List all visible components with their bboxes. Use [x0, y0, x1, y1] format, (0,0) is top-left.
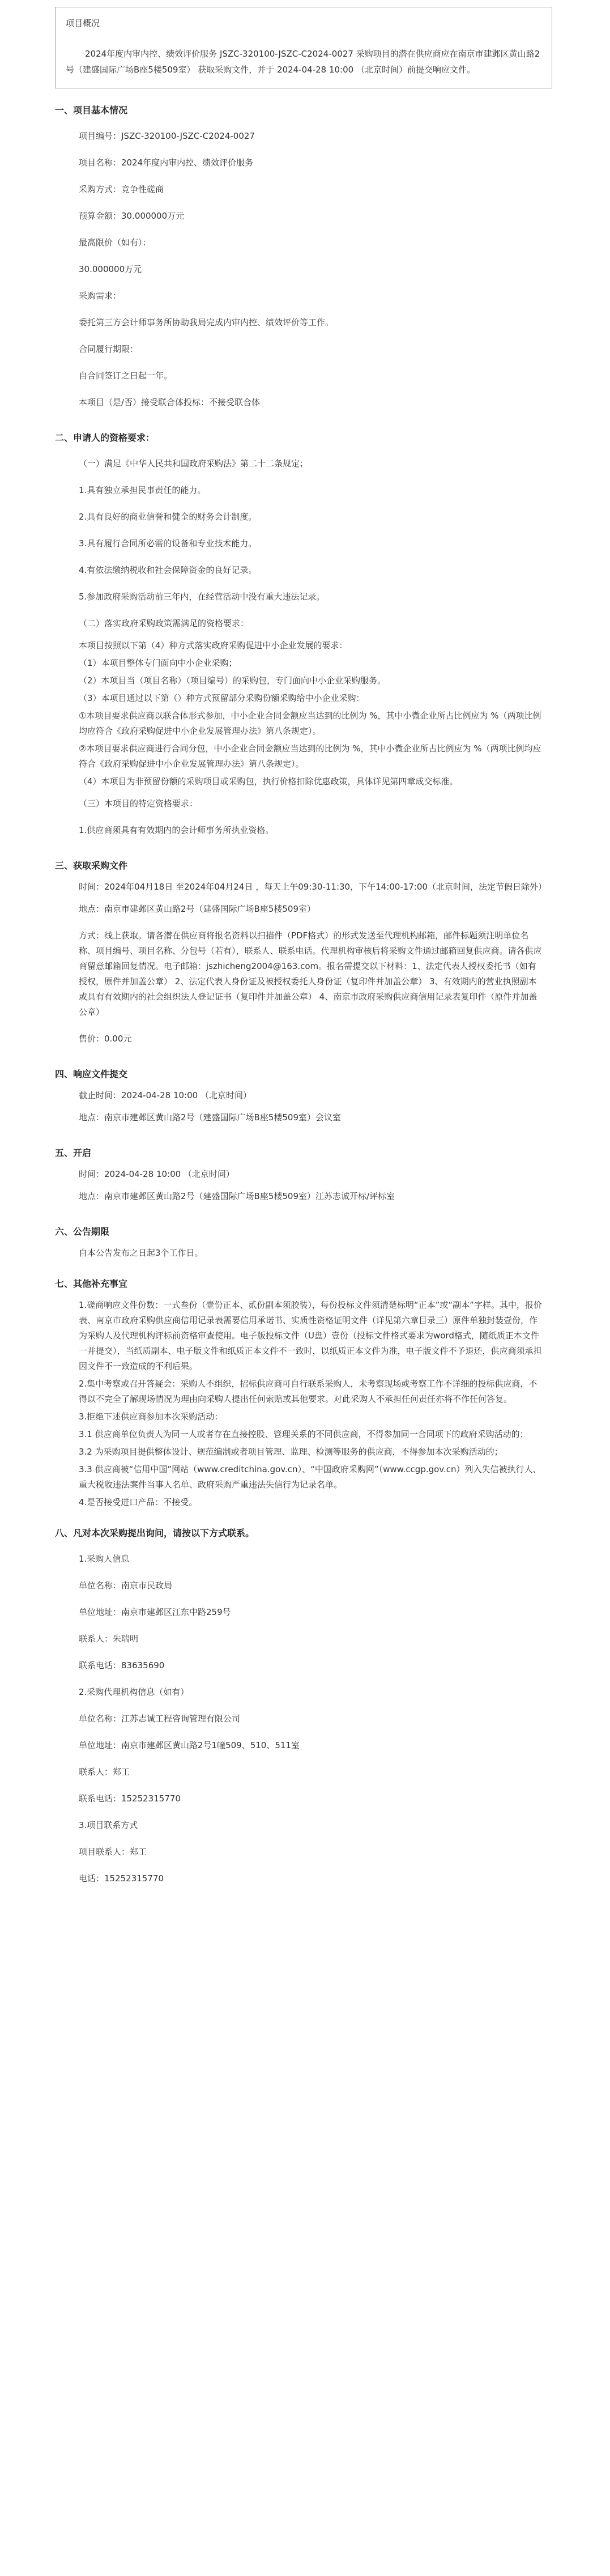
project-contact-person: 项目联系人：郑工 — [79, 1847, 147, 1857]
demand-label: 采购需求： — [79, 291, 122, 301]
section-title-contact: 八、凡对本次采购提出询问，请按以下方式联系。 — [55, 1528, 255, 1538]
buyer-phone: 联系电话：83635690 — [79, 1660, 165, 1670]
agent-info-heading: 2.采购代理机构信息（如有） — [79, 1687, 189, 1697]
announcement-content — [0, 103, 547, 1900]
agent-name: 单位名称：江苏志诚工程咨询管理有限公司 — [79, 1714, 241, 1724]
qualification-item: 5.参加政府采购活动前三年内，在经营活动中没有重大违法记录。 — [79, 592, 325, 602]
policy-line: （2）本项目当（项目名称）（项目编号）的采购包，专门面向中小企业采购服务。 — [79, 675, 386, 686]
qualification-intro-1: （一）满足《中华人民共和国政府采购法》第二十二条规定； — [79, 458, 309, 469]
submission-place: 地点：南京市建邺区黄山路2号（建盛国际广场B座5楼509室）会议室 — [79, 1112, 342, 1123]
budget-amount: 预算金额：30.000000万元 — [79, 211, 185, 221]
submission-deadline: 截止时间：2024-04-28 10:00 （北京时间） — [79, 1090, 251, 1100]
max-price-label: 最高限价（如有）： — [79, 237, 151, 248]
other-matter-line: 2.集中考察或召开答疑会：采购人不组织，招标供应商可自行联系采购人，未考察现场或考察工作不详细的投标供应商，不得以不完全了解现场情况为理由向采购人提出任何索赔或其他要求。对此采购人不承担任何责任亦将不作任何答复。 — [79, 1379, 538, 1404]
project-number: 项目编号：JSZC-320100-JSZC-C2024-0027 — [79, 131, 255, 141]
section-title-basic-info: 一、项目基本情况 — [55, 105, 128, 116]
document-price: 售价：0.00元 — [79, 1034, 132, 1044]
other-matter-line: 1.磋商响应文件份数：一式叁份（壹份正本、贰份副本须胶装），每份投标文件须清楚标明“正本”或“副本”字样。其中，报价表、南京市政府采购供应商信用记录表需要信用承诺书、实质性资格证明文件（详见第六章目录三）原件单独封装壹份，作为采购人及代理机构评标前资格审查使用。电子版投标文件（U盘）壹份（投标文件格式要求为word格式，随纸质正本文件一并提交），当纸质副本、电子版文件和纸质正本文件不一致时，以纸质正本文件为准，电子版文件不予退还，供应商须承担因文件不一致造成的不利后果。 — [79, 1300, 542, 1371]
qualification-item: 4.有依法缴纳税收和社会保障资金的良好记录。 — [79, 565, 257, 575]
policy-line: （3）本项目通过以下第（）种方式预留部分采购份额采购给中小企业采购： — [79, 693, 365, 703]
section-title-qualifications: 二、申请人的资格要求： — [55, 432, 155, 443]
opening-place: 地点：南京市建邺区黄山路2号（建盛国际广场B座5楼509室）江苏志诚开标/评标室 — [79, 1191, 395, 1201]
contract-period-label: 合同履行期限： — [79, 344, 139, 354]
obtain-time: 时间：2024年04月18日 至2024年04月24日 ，每天上午09:30-11:30，下午14:00-17:00（北京时间，法定节假日除外） — [79, 882, 547, 892]
section-title-obtain-docs: 三、获取采购文件 — [55, 860, 128, 871]
obtain-place: 地点：南京市建邺区黄山路2号（建盛国际广场B座5楼509室） — [79, 904, 316, 914]
special-qualification: 1.供应商须具有有效期内的会计师事务所执业资格。 — [79, 825, 274, 835]
overview-title: 项目概况 — [66, 18, 100, 28]
section-title-other-matters: 七、其他补充事宜 — [55, 1278, 128, 1289]
buyer-contact: 联系人：朱瑞明 — [79, 1634, 139, 1644]
demand-text: 委托第三方会计师事务所协助我局完成内审内控、绩效评价等工作。 — [79, 317, 334, 328]
procurement-method: 采购方式：竞争性磋商 — [79, 184, 164, 194]
section-title-notice-period: 六、公告期限 — [55, 1226, 110, 1237]
overview-body: 2024年度内审内控、绩效评价服务 JSZC-320100-JSZC-C2024-0027 采购项目的潜在供应商应在南京市建邺区黄山路2号（建盛国际广场B座5楼509室） 获取采购文件，并于 2024-04-28 10:00 （北京时间）前提交响应文件。 — [66, 49, 540, 75]
agent-contact: 联系人：郑工 — [79, 1767, 130, 1777]
qualification-intro-3: （三）本项目的特定资格要求： — [79, 798, 198, 809]
consortium-note: 本项目（是/否）接受联合体投标：不接受联合体 — [79, 397, 261, 407]
qualification-item: 1.具有独立承担民事责任的能力。 — [79, 485, 206, 495]
project-contact-heading: 3.项目联系方式 — [79, 1820, 138, 1830]
buyer-info-heading: 1.采购人信息 — [79, 1554, 130, 1564]
other-matter-line: 3.拒绝下述供应商参加本次采购活动： — [79, 1412, 223, 1422]
project-overview-box — [55, 7, 552, 88]
policy-line: 本项目按照以下第（4）种方式落实政府采购促进中小企业发展的要求： — [79, 640, 348, 651]
other-matter-line: 3.2 为采购项目提供整体设计、规范编制或者项目管理、监理、检测等服务的供应商，不得参加本次采购活动的； — [79, 1447, 503, 1457]
policy-line: （4）本项目为非预留份额的采购项目或采购包，执行价格扣除优惠政策，具体详见第四章成交标准。 — [79, 776, 458, 787]
agent-phone: 联系电话：15252315770 — [79, 1793, 181, 1804]
contract-period-text: 自合同签订之日起一年。 — [79, 371, 173, 381]
bottom-spacer — [55, 1892, 544, 1900]
agent-address: 单位地址：南京市建邺区黄山路2号1幢509、510、511室 — [79, 1740, 300, 1750]
policy-line: （1）本项目整体专门面向中小企业采购； — [79, 658, 237, 668]
section-title-opening: 五、开启 — [55, 1147, 92, 1158]
policy-line: ①本项目要求供应商以联合体形式参加，中小企业合同金额应当达到的比例为 %，其中小微企业所占比例应为 %（两项比例均应符合《政府采购促进中小企业发展管理办法》第八条规定）。 — [79, 711, 541, 736]
project-contact-phone: 电话：15252315770 — [79, 1873, 164, 1884]
project-name: 项目名称：2024年度内审内控、绩效评价服务 — [79, 158, 254, 168]
qualification-intro-2: （二）落实政府采购政策需满足的资格要求： — [79, 618, 249, 628]
other-matter-line: 3.1 供应商单位负责人为同一人或者存在直接控股、管理关系的不同供应商，不得参加同一合同项下的政府采购活动的； — [79, 1429, 528, 1439]
section-title-submission: 四、响应文件提交 — [55, 1069, 128, 1079]
buyer-name: 单位名称：南京市民政局 — [79, 1580, 173, 1591]
other-matter-line: 4.是否接受进口产品：不接受。 — [79, 1497, 198, 1507]
policy-line: ②本项目要求供应商进行合同分包，中小企业合同金额应当达到的比例为 %，其中小微企业所占比例应为 %（两项比例均应符合《政府采购促进中小企业发展管理办法》第八条规定）。 — [79, 743, 541, 769]
obtain-method: 方式：线上获取。请各潜在供应商将报名资料以扫描件（PDF格式）的形式发送至代理机构邮箱，邮件标题须注明单位名称、项目编号、项目名称、分包号（若有），联系人、联系电话。代理机构审核后将采购文件通过邮箱回复供应商。请各供应商留意邮箱回复情况。电子邮箱：jszhicheng2004@163.com。报名需提交以下材料：1、法定代表人授权委托书（如有授权，原件并加盖公章） 2、法定代表人身份证及被授权委托人身份证（复印件并加盖公章） 3、有效期内的营业执照副本或具有有效期内的社会组织法人登记证书（复印件并加盖公章） 4、南京市政府采购供应商信用记录表复印件（原件并加盖公章） — [79, 930, 542, 1017]
other-matter-line: 3.3 供应商被“信用中国”网站（www.creditchina.gov.cn）、“中国政府采购网”（www.ccgp.gov.cn）列入失信被执行人、重大税收违法案件当事人名单、政府采购严重违法失信行为记录名单。 — [79, 1464, 541, 1490]
opening-time: 时间：2024-04-28 10:00 （北京时间） — [79, 1169, 234, 1179]
notice-period-text: 自本公告发布之日起3个工作日。 — [79, 1248, 203, 1258]
qualification-item: 2.具有良好的商业信誉和健全的财务会计制度。 — [79, 512, 257, 522]
qualification-item: 3.具有履行合同所必需的设备和专业技术能力。 — [79, 538, 257, 549]
buyer-address: 单位地址：南京市建邺区江东中路259号 — [79, 1607, 231, 1617]
max-price-value: 30.000000万元 — [79, 264, 142, 274]
